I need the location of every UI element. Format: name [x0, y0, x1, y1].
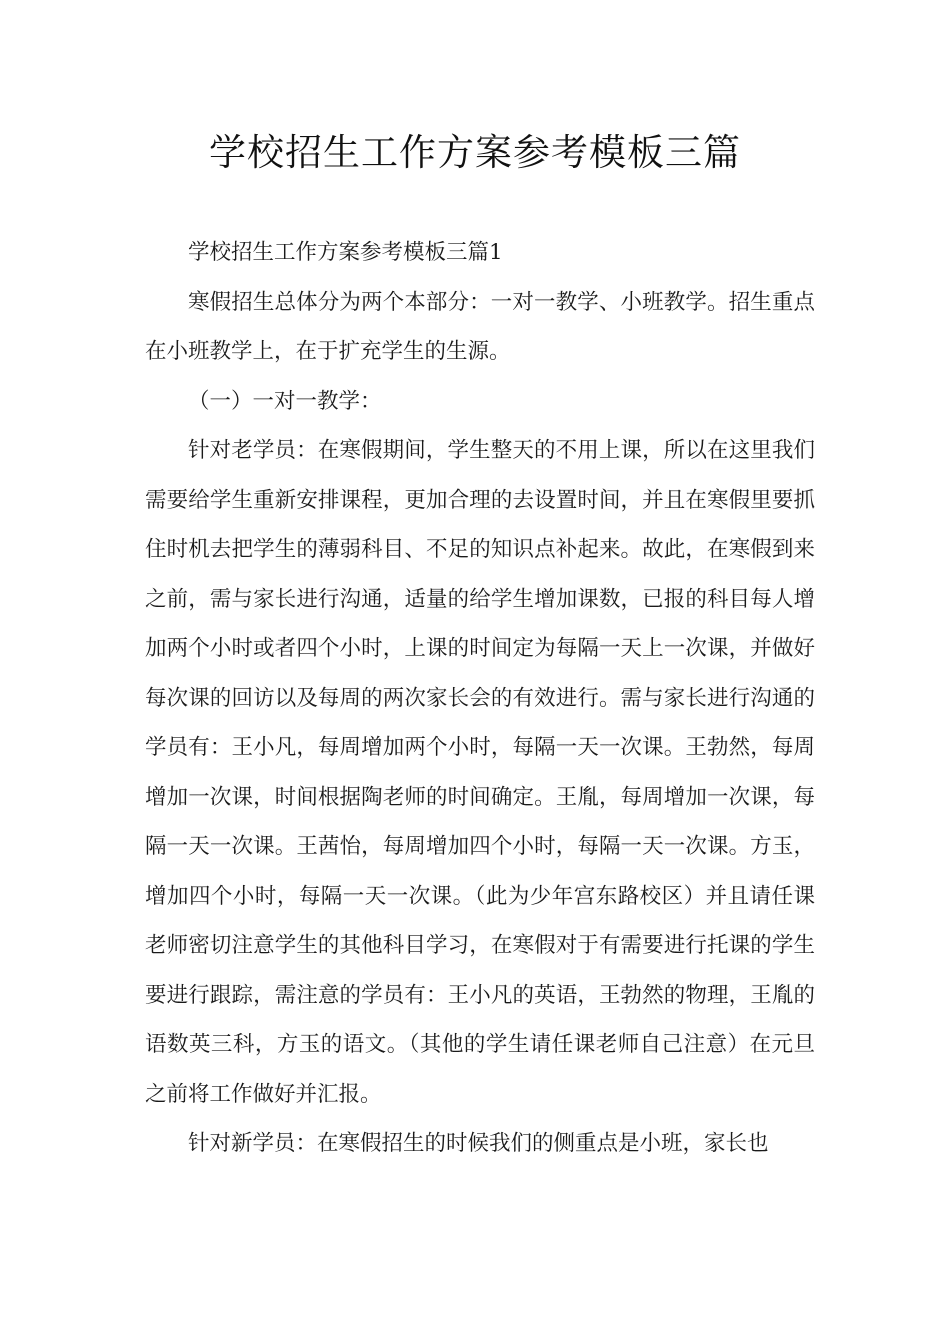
paragraph-section-heading: 学校招生工作方案参考模板三篇1	[188, 240, 503, 265]
paragraph-old-students: 针对老学员：在寒假期间，学生整天的不用上课，所以在这里我们需要给学生重新安排课程，更加合理的去设置时间，并且在寒假里要抓住时机去把学生的薄弱科目、不足的知识点补起来。故此，在寒假到来之前，需与家长进行沟通，适量的给学生增加课数，已报的科目每人增加两个小时或者四个小时，上课的时间定为每隔一天上一次课，并做好每次课的回访以及每周的两次家长会的有效进行。需与家长进行沟通的学员有：王小凡，每周增加两个小时，每隔一天一次课。王勃然，每周增加一次课，时间根据陶老师的时间确定。王胤，每周增加一次课，每隔一天一次课。王茜怡，每周增加四个小时，每隔一天一次课。方玉，增加四个小时，每隔一天一次课。（此为少年宫东路校区）并且请任课老师密切注意学生的其他科目学习，在寒假对于有需要进行托课的学生要进行跟踪，需注意的学员有：王小凡的英语，王勃然的物理，王胤的语数英三科，方玉的语文。（其他的学生请任课老师自己注意）在元旦之前将工作做好并汇报。	[145, 438, 815, 1107]
document-title: 学校招生工作方案参考模板三篇	[209, 131, 741, 174]
paragraph-new-students: 针对新学员：在寒假招生的时候我们的侧重点是小班，家长也	[188, 1131, 769, 1156]
paragraph-overview: 寒假招生总体分为两个本部分：一对一教学、小班教学。招生重点在小班教学上，在于扩充学生的生源。	[145, 289, 815, 364]
document-body	[145, 228, 815, 1169]
paragraph-subheading-one-on-one: （一）一对一教学：	[188, 388, 382, 414]
